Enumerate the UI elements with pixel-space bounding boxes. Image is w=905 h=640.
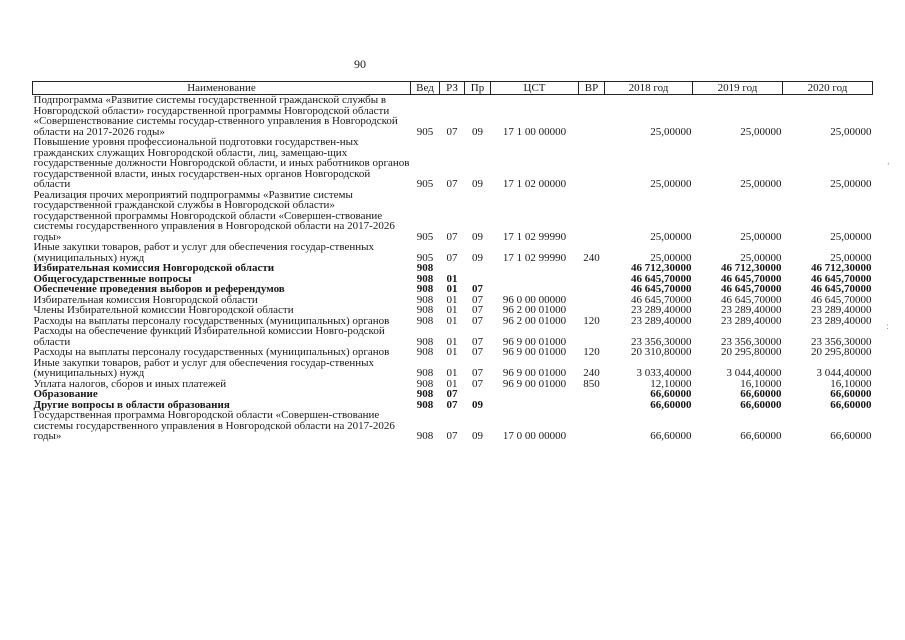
row-vr	[579, 295, 605, 306]
table-row	[33, 347, 873, 358]
row-vr	[579, 410, 605, 442]
row-ved: 905	[416, 125, 434, 138]
header-rz: РЗ	[440, 82, 465, 95]
row-rz: 01	[446, 367, 458, 379]
row-name: Повышение уровня профессиональной подготовки государствен-ных гражданских служащих Новгородской области, лиц, замещаю-щих государственные должности Новгородской области, и иных работников органов государственной власти, иных государствен-ных органов Новгородской области	[33, 136, 410, 190]
table-body	[33, 95, 873, 442]
row-rz: 01	[446, 293, 458, 306]
row-vr	[579, 190, 605, 243]
row-rz	[440, 263, 465, 274]
row-value-2019: 23 289,40000	[721, 304, 782, 316]
row-vr: 850	[583, 377, 600, 390]
row-value-2018: 23 289,40000	[631, 314, 692, 327]
row-value-2020: 66,60000	[830, 388, 872, 400]
row-ved: 908	[416, 377, 434, 390]
row-value-2020: 66,60000	[830, 398, 872, 411]
table-row	[33, 137, 873, 190]
row-value-2018: 25,00000	[650, 230, 692, 243]
row-pr: 07	[472, 283, 483, 295]
table-row	[33, 410, 873, 442]
row-value-2020: 25,00000	[830, 251, 872, 264]
table-row	[33, 95, 873, 138]
row-cst: 96 0 00 00000	[502, 293, 567, 306]
row-pr	[465, 389, 491, 400]
row-rz: 07	[446, 398, 458, 411]
row-pr: 09	[472, 125, 483, 138]
row-cst: 17 1 02 99990	[502, 230, 567, 243]
row-value-2020: 46 645,70000	[811, 283, 872, 295]
row-vr	[579, 284, 605, 295]
row-rz: 07	[446, 388, 458, 400]
row-value-2018: 20 310,80000	[631, 346, 692, 358]
row-name: Реализация прочих мероприятий подпрограммы «Развитие системы государственной гражданской службы в Новгородской области» государственной программы Новгородской области «Совершен-ствование системы государственного управления в Новгородской области на 2017-2026 годы»	[33, 188, 395, 243]
header-vr: ВР	[579, 82, 605, 95]
row-value-2019: 46 645,70000	[721, 272, 782, 285]
row-ved: 908	[416, 367, 434, 379]
row-name: Расходы на обеспечение функций Избирательной комиссии Новго-родской области	[33, 325, 385, 348]
row-vr: 240	[583, 367, 600, 379]
row-pr: 07	[472, 314, 483, 327]
row-value-2018: 3 033,40000	[636, 367, 692, 379]
row-value-2018: 46 645,70000	[631, 293, 692, 306]
row-value-2020: 23 289,40000	[811, 304, 872, 316]
header-ved: Вед	[411, 82, 440, 95]
row-vr: 120	[583, 346, 600, 358]
row-value-2018: 25,00000	[650, 178, 692, 190]
row-cst: 96 9 00 01000	[502, 346, 567, 358]
row-name: Иные закупки товаров, работ и услуг для обеспечения государ-ственных (муниципальных) нужд	[33, 356, 375, 379]
row-rz: 07	[446, 125, 458, 138]
row-value-2020: 23 289,40000	[811, 314, 872, 327]
row-value-2020: 20 295,80000	[811, 346, 872, 358]
row-pr: 09	[472, 178, 483, 190]
row-value-2018: 12,10000	[650, 377, 692, 390]
row-value-2019: 20 295,80000	[721, 346, 782, 358]
row-value-2019: 25,00000	[740, 125, 782, 138]
row-cst: 96 9 00 01000	[502, 367, 567, 379]
row-rz: 07	[446, 430, 458, 442]
row-cst: 96 2 00 01000	[502, 314, 567, 327]
scan-mark: :	[886, 322, 890, 332]
row-value-2019: 46 712,30000	[721, 262, 782, 274]
header-2020: 2020 год	[783, 82, 873, 95]
row-value-2018: 66,60000	[650, 398, 692, 411]
row-ved: 908	[416, 430, 434, 442]
row-cst	[491, 263, 579, 274]
row-cst	[491, 400, 579, 411]
row-pr: 09	[472, 430, 483, 442]
row-vr: 120	[583, 314, 600, 327]
row-value-2018: 25,00000	[650, 251, 692, 264]
budget-table	[32, 81, 873, 442]
row-ved: 908	[416, 304, 434, 316]
row-value-2018: 46 645,70000	[631, 272, 692, 285]
row-cst: 17 1 00 00000	[502, 125, 567, 138]
row-value-2018: 46 645,70000	[631, 283, 692, 295]
row-value-2020: 25,00000	[830, 178, 872, 190]
row-rz: 01	[446, 377, 458, 390]
row-vr	[579, 274, 605, 285]
row-name: Расходы на выплаты персоналу государственных (муниципальных) органов	[33, 314, 390, 327]
row-rz: 01	[446, 283, 458, 295]
row-value-2019: 25,00000	[740, 178, 782, 190]
row-rz: 01	[446, 346, 458, 358]
row-vr	[579, 400, 605, 411]
row-cst: 96 9 00 01000	[502, 377, 567, 390]
row-cst	[491, 389, 579, 400]
row-name: Расходы на выплаты персоналу государственных (муниципальных) органов	[33, 346, 390, 358]
row-rz: 01	[446, 335, 458, 348]
scan-mark: '	[887, 162, 890, 172]
row-name: Избирательная комиссия Новгородской области	[33, 262, 275, 274]
table-row	[33, 190, 873, 243]
table-row	[33, 358, 873, 379]
row-value-2018: 66,60000	[650, 388, 692, 400]
row-pr: 07	[472, 335, 483, 348]
row-value-2019: 46 645,70000	[721, 293, 782, 306]
row-ved: 908	[416, 388, 434, 400]
row-ved: 908	[416, 272, 434, 285]
row-name: Иные закупки товаров, работ и услуг для обеспечения государ-ственных (муниципальных) нужд	[33, 241, 375, 264]
row-pr: 09	[472, 230, 483, 243]
table-row	[33, 305, 873, 316]
row-ved: 905	[416, 251, 434, 264]
row-cst: 96 2 00 01000	[502, 304, 567, 316]
row-pr: 07	[472, 346, 483, 358]
row-rz: 07	[446, 230, 458, 243]
row-rz: 01	[446, 304, 458, 316]
row-vr	[579, 305, 605, 316]
row-vr	[579, 137, 605, 190]
row-ved: 905	[416, 178, 434, 190]
row-cst: 17 0 00 00000	[502, 430, 567, 442]
row-ved: 908	[416, 314, 434, 327]
row-rz: 07	[446, 178, 458, 190]
row-pr: 07	[472, 377, 483, 390]
row-value-2019: 25,00000	[740, 251, 782, 264]
row-value-2018: 23 289,40000	[631, 304, 692, 316]
row-pr	[465, 263, 491, 274]
row-cst: 17 1 02 99990	[502, 251, 567, 264]
row-value-2020: 46 645,70000	[811, 272, 872, 285]
row-value-2020: 66,60000	[830, 430, 872, 442]
row-name: Общегосударственные вопросы	[33, 272, 192, 285]
table-row	[33, 284, 873, 295]
row-value-2020: 16,10000	[830, 377, 872, 390]
row-value-2019: 66,60000	[740, 430, 782, 442]
row-value-2019: 46 645,70000	[721, 283, 782, 295]
row-value-2019: 66,60000	[740, 388, 782, 400]
row-value-2019: 23 289,40000	[721, 314, 782, 327]
row-ved: 908	[416, 398, 434, 411]
row-value-2018: 25,00000	[650, 125, 692, 138]
row-vr	[579, 326, 605, 347]
row-cst	[491, 274, 579, 285]
row-value-2020: 25,00000	[830, 230, 872, 243]
header-cst: ЦСТ	[491, 82, 579, 95]
row-value-2020: 23 356,30000	[811, 335, 872, 348]
row-name: Уплата налогов, сборов и иных платежей	[33, 377, 227, 390]
table-row	[33, 389, 873, 400]
row-rz: 01	[446, 314, 458, 327]
row-value-2019: 66,60000	[740, 398, 782, 411]
table-header-row	[33, 82, 873, 95]
row-value-2019: 25,00000	[740, 230, 782, 243]
row-name: Подпрограмма «Развитие системы государственной гражданской службы в Новгородской области» государственной программы Новгородской области «Совершенствование системы государ-ственного управления в Новгородской области на 2017-2026 годы»	[33, 94, 398, 138]
row-value-2018: 66,60000	[650, 430, 692, 442]
row-ved: 908	[416, 335, 434, 348]
row-pr: 07	[472, 367, 483, 379]
row-ved: 908	[416, 262, 434, 274]
row-ved: 905	[416, 230, 434, 243]
row-name: Другие вопросы в области образования	[33, 398, 230, 411]
row-cst: 17 1 02 00000	[502, 178, 567, 190]
header-name: Наименование	[33, 82, 411, 95]
row-name: Избирательная комиссия Новгородской области	[33, 293, 258, 306]
row-vr	[579, 95, 605, 138]
row-pr: 07	[472, 293, 483, 306]
row-value-2020: 25,00000	[830, 125, 872, 138]
row-pr: 09	[472, 251, 483, 264]
row-vr	[579, 389, 605, 400]
row-value-2020: 46 645,70000	[811, 293, 872, 306]
row-value-2020: 3 044,40000	[816, 367, 872, 379]
header-2018: 2018 год	[605, 82, 693, 95]
row-name: Члены Избирательной комиссии Новгородской области	[33, 304, 294, 316]
row-ved: 908	[416, 283, 434, 295]
row-value-2018: 46 712,30000	[631, 262, 692, 274]
page-number: 90	[354, 57, 366, 71]
row-ved: 908	[416, 293, 434, 306]
row-rz: 07	[446, 251, 458, 264]
header-pr: Пр	[465, 82, 491, 95]
row-value-2020: 46 712,30000	[811, 262, 872, 274]
row-pr: 07	[472, 304, 483, 316]
row-vr	[579, 263, 605, 274]
table-row	[33, 326, 873, 347]
table-row	[33, 242, 873, 263]
row-name: Обеспечение проведения выборов и референдумов	[33, 283, 285, 295]
row-value-2019: 3 044,40000	[726, 367, 782, 379]
row-value-2019: 23 356,30000	[721, 335, 782, 348]
row-name: Государственная программа Новгородской области «Совершен-ствование системы государственного управления в Новгородской области на 2017-2026 годы»	[33, 409, 395, 442]
row-value-2019: 16,10000	[740, 377, 782, 390]
row-value-2018: 23 356,30000	[631, 335, 692, 348]
row-ved: 908	[416, 346, 434, 358]
header-2019: 2019 год	[693, 82, 783, 95]
row-cst: 96 9 00 01000	[502, 335, 567, 348]
row-rz: 01	[446, 272, 458, 285]
row-vr: 240	[583, 251, 600, 264]
table-row	[33, 263, 873, 274]
row-pr: 09	[472, 398, 483, 411]
row-name: Образование	[33, 388, 98, 400]
row-cst	[491, 284, 579, 295]
